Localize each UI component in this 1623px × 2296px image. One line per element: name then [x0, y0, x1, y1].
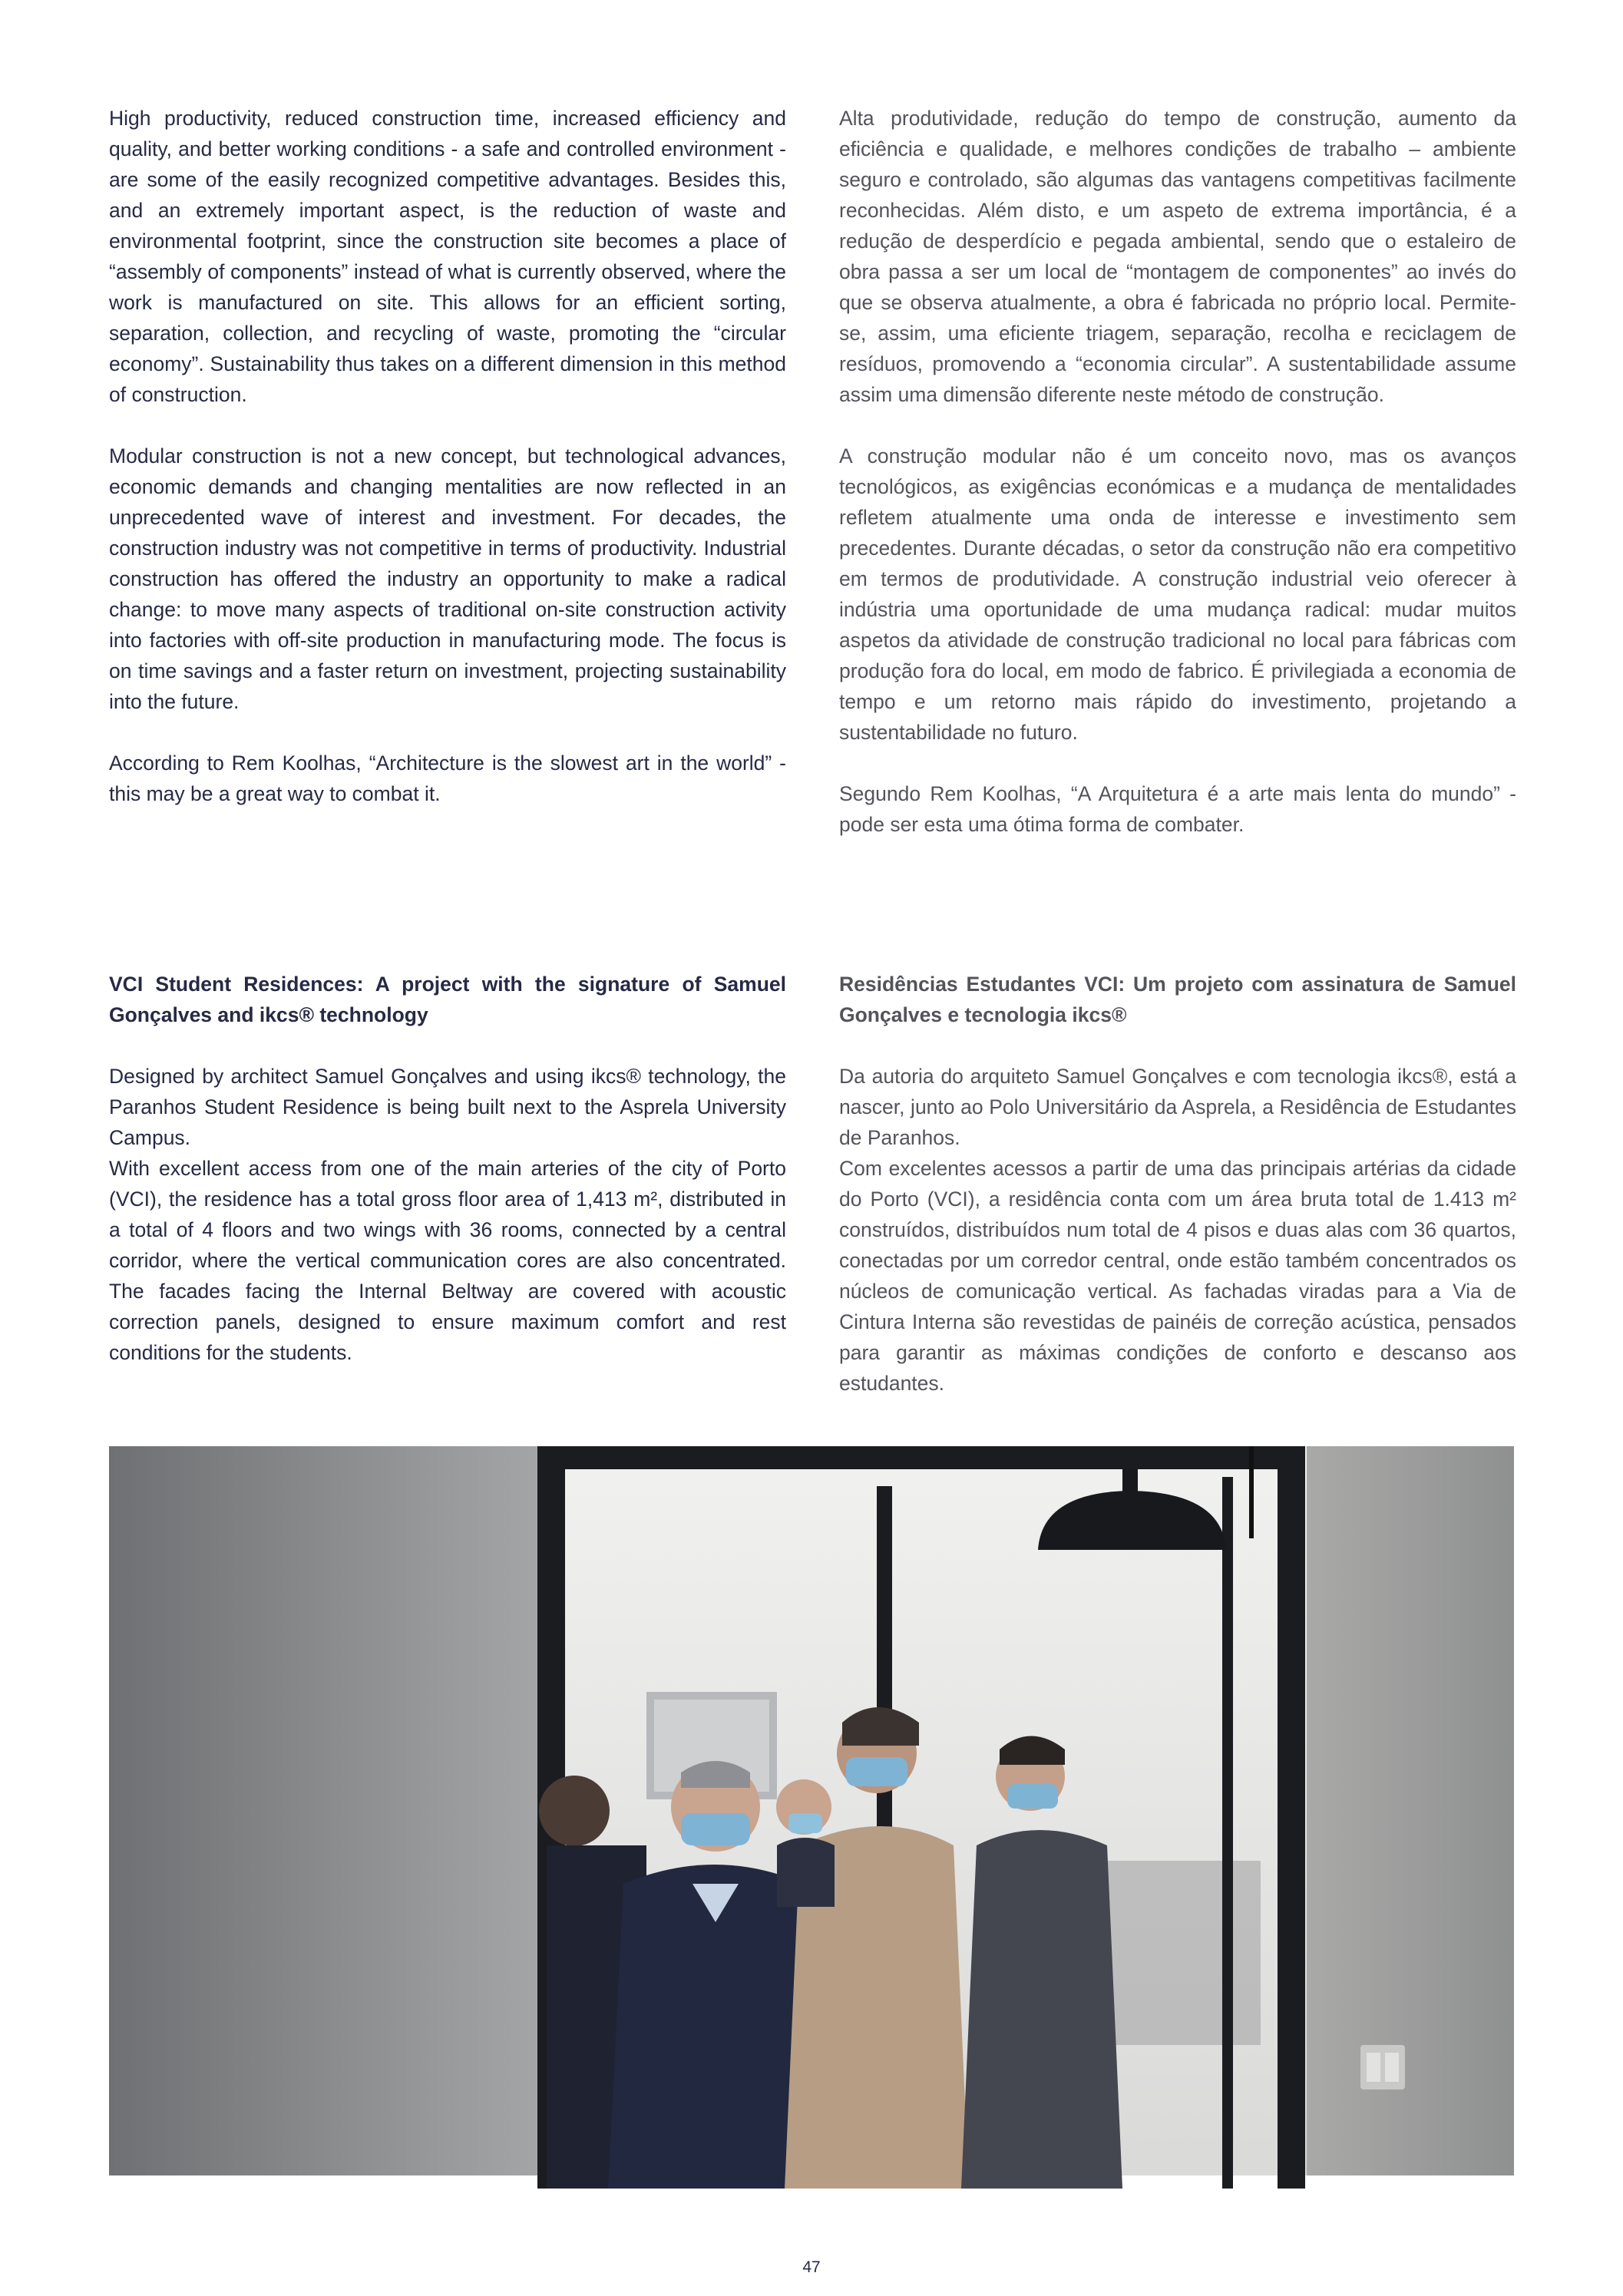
vci-pt-heading: Residências Estudantes VCI: Um projeto com assinatura de Samuel Gonçalves e tecnologia ikcs®	[839, 973, 1516, 1026]
intro-en-paragraph-2: Modular construction is not a new concept, but technological advances, economic demands and changing mentalities are now reflected in an unprecedented wave of interest and investment. For decades, the construction industry was not competitive in terms of productivity. Industrial construction has offered the industry an opportunity to make a radical change: to move many aspects of traditional on-site construction activity into factories with off-site production in manufacturing mode. The focus is on time savings and a faster return on investment, projecting sustainability into the future.	[109, 444, 786, 713]
site-visit-illustration	[109, 1446, 1514, 2189]
intro-pt-paragraph-3: Segundo Rem Koolhas, “A Arquitetura é a arte mais lenta do mundo” - pode ser esta uma ótima forma de combater.	[839, 782, 1516, 836]
vci-en-heading: VCI Student Residences: A project with the signature of Samuel Gonçalves and ikcs® technology	[109, 973, 786, 1026]
page-number: 47	[802, 2258, 821, 2276]
vci-english-column	[109, 969, 786, 1368]
intro-en-paragraph-1: High productivity, reduced construction time, increased efficiency and quality, and better working conditions - a safe and controlled environment - are some of the easily recognized competitive advantages. Besides this, and an extremely important aspect, is the reduction of waste and environmental footprint, since the construction site becomes a place of “assembly of components” instead of what is currently observed, where the work is manufactured on site. This allows for an efficient sorting, separation, collection, and recycling of waste, promoting the “circular economy”. Sustainability thus takes on a different dimension in this method of construction.	[109, 107, 786, 406]
vci-pt-paragraph-1: Da autoria do arquiteto Samuel Gonçalves e com tecnologia ikcs®, está a nascer, junto ao Polo Universitário da Asprela, a Residência de Estudantes de Paranhos.	[839, 1065, 1516, 1149]
intro-en-paragraph-3: According to Rem Koolhas, “Architecture is the slowest art in the world” - this may be a great way to combat it.	[109, 752, 786, 805]
intro-portuguese-column	[839, 103, 1516, 840]
intro-english-column	[109, 103, 786, 809]
vci-en-paragraph-2: With excellent access from one of the main arteries of the city of Porto (VCI), the residence has a total gross floor area of 1,413 m², distributed in a total of 4 floors and two wings with 36 rooms, connected by a central corridor, where the vertical communication cores are also concentrated. The facades facing the Internal Beltway are covered with acoustic correction panels, designed to ensure maximum comfort and rest conditions for the students.	[109, 1157, 786, 1364]
vci-portuguese-column	[839, 969, 1516, 1399]
intro-pt-paragraph-2: A construção modular não é um conceito novo, mas os avanços tecnológicos, as exigências económicas e a mudança de mentalidades refletem atualmente uma onda de interesse e investimento sem precedentes. Durante décadas, o setor da construção não era competitivo em termos de produtividade. A construção industrial veio oferecer à indústria uma oportunidade de uma mudança radical: mudar muitos aspetos da atividade de construção tradicional no local para fábricas com produção fora do local, em modo de fabrico. É privilegiada a economia de tempo e um retorno mais rápido do investimento, projetando a sustentabilidade no futuro.	[839, 444, 1516, 744]
vci-en-paragraph-1: Designed by architect Samuel Gonçalves and using ikcs® technology, the Paranhos Student Residence is being built next to the Asprela University Campus.	[109, 1065, 786, 1149]
vci-pt-paragraph-2: Com excelentes acessos a partir de uma das principais artérias da cidade do Porto (VCI), a residência conta com um área bruta total de 1.413 m² construídos, distribuídos num total de 4 pisos e duas alas com 36 quartos, conectadas por um corredor central, onde estão também concentrados os núcleos de comunicação vertical. As fachadas viradas para a Via de Cintura Interna são revestidas de painéis de correção acústica, pensados para garantir as máximas condições de conforto e descanso aos estudantes.	[839, 1157, 1516, 1395]
intro-pt-paragraph-1: Alta produtividade, redução do tempo de construção, aumento da eficiência e qualidade, e melhores condições de trabalho – ambiente seguro e controlado, são algumas das vantagens competitivas facilmente reconhecidas. Além disto, e um aspeto de extrema importância, é a redução de desperdício e pegada ambiental, sendo que o estaleiro de obra passa a ser um local de “montagem de componentes” ao invés do que se observa atualmente, a obra é fabricada no próprio local. Permite-se, assim, uma eficiente triagem, separação, recolha e reciclagem de resíduos, promovendo a “economia circular”. A sustentabilidade assume assim uma dimensão diferente neste método de construção.	[839, 107, 1516, 406]
site-visit-photo	[109, 1446, 1514, 2189]
